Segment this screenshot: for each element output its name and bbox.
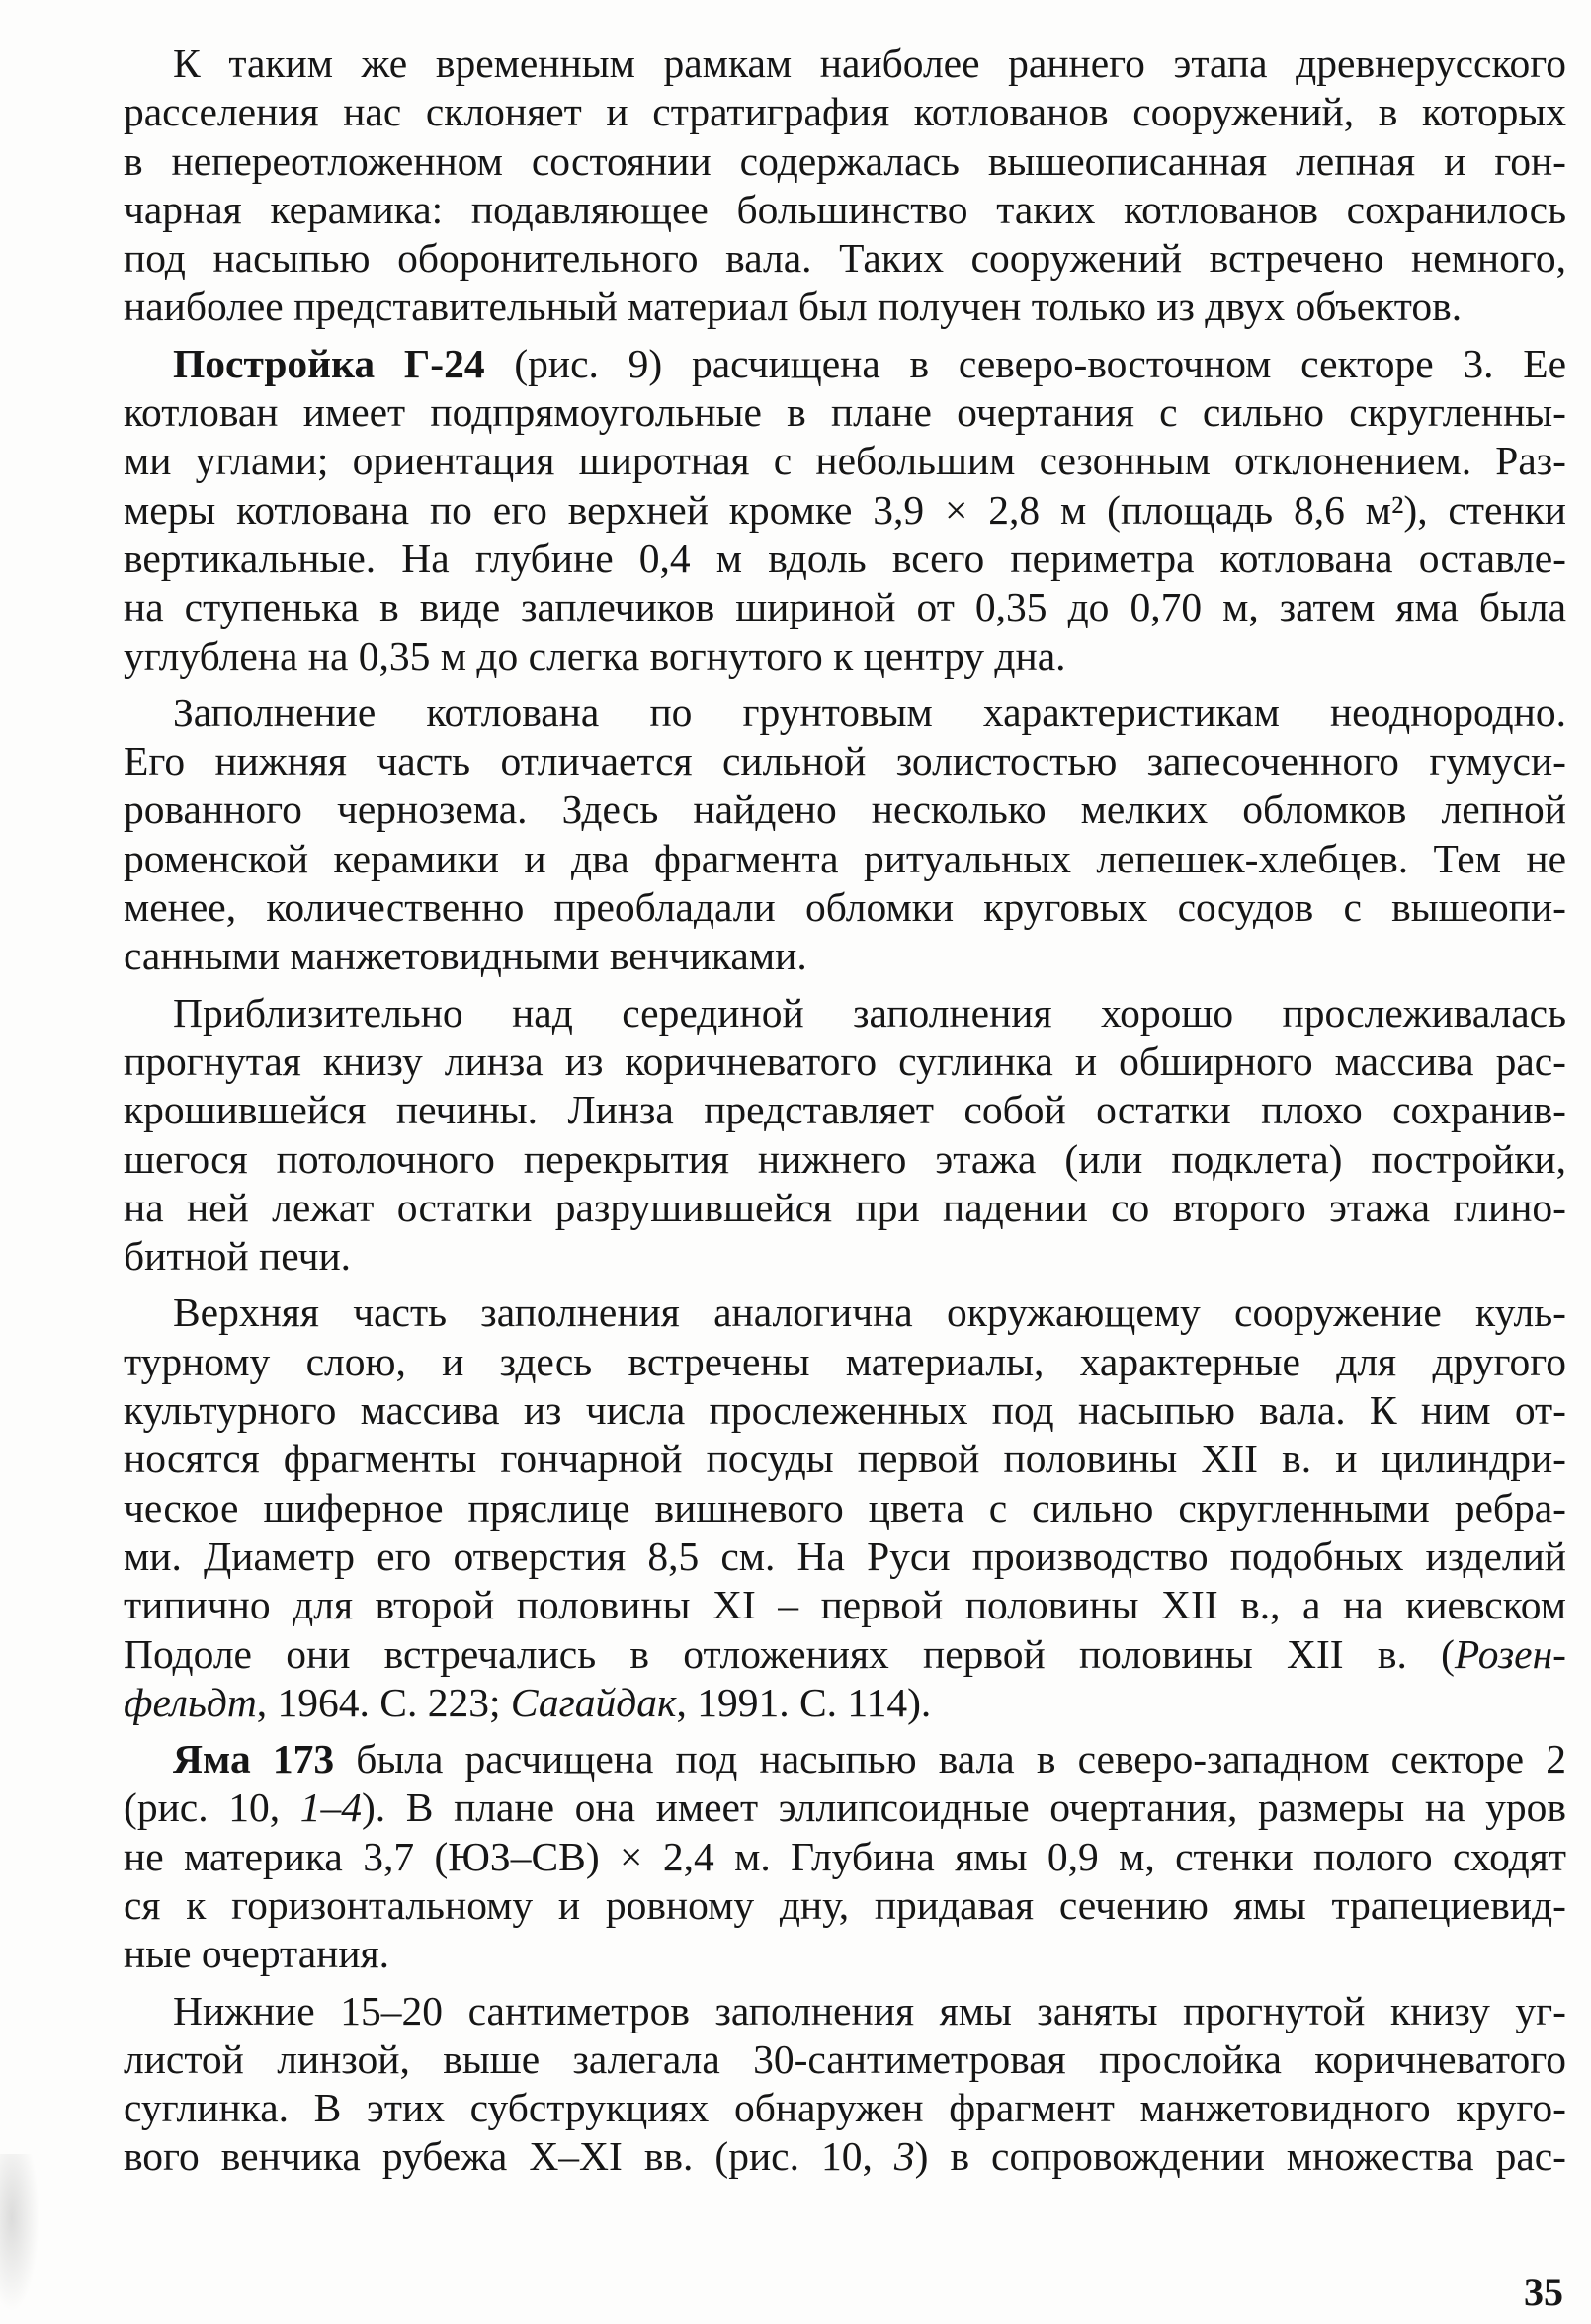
text-line: крошившейся печины. Линза представляет собой остатки плохо сохранив- [124,1087,1566,1133]
text-line: углублена на 0,35 м до слегка вогнутого к центру дна. [124,632,1066,679]
text-line: Верхняя часть заполнения аналогична окружающему сооружение куль- [173,1289,1566,1336]
text-line: ми углами; ориентация широтная с небольшим сезонным отклонением. Раз- [124,438,1566,484]
heading-inline-g24: Постройка Г-24 [173,340,485,386]
text-line: культурного массива из числа прослеженных под насыпью вала. К ним от- [124,1387,1566,1434]
text-line: суглинка. В этих субструкциях обнаружен фрагмент манжетовидного круго- [124,2085,1566,2131]
text-line: рованного чернозема. Здесь найдено несколько мелких обломков лепной [124,787,1566,833]
text-line: прогнутая книзу линза из коричневатого суглинка и обширного массива рас- [124,1038,1566,1084]
body-text [124,40,1566,2182]
text-line: ческое шиферное пряслице вишневого цвета с сильно скругленными ребра- [124,1484,1566,1531]
text-line [124,1630,1566,1679]
text-line [124,1735,1566,1784]
citation-author: фельдт [124,1679,257,1725]
text-line: не материка 3,7 (ЮЗ–СВ) × 2,4 м. Глубина ямы 0,9 м, стенки полого сходят [124,1833,1566,1879]
text-line: расселения нас склоняет и стратиграфия котлованов сооружений, в которых [124,89,1566,135]
text-line: Нижние 15–20 сантиметров заполнения ямы заняты прогнутой книзу уг- [173,1987,1566,2034]
figure-ref: 3 [893,2133,915,2180]
paragraph-7 [124,1987,1566,2182]
text-line: Приблизительно над серединой заполнения хорошо прослеживалась [173,989,1566,1036]
text-fragment: , 1964. С. 223; [256,1679,511,1725]
text-fragment: , 1991. С. 114). [676,1679,932,1725]
text-line: ся к горизонтальному и ровному дну, придавая сечению ямы трапециевид- [124,1881,1566,1928]
text-line [124,1784,1566,1832]
text-fragment: ). В плане она имеет эллипсоидные очертания, размеры на уров [361,1784,1566,1831]
text-line: меры котлована по его верхней кромке 3,9 × 2,8 м (площадь 8,6 м²), стенки [124,486,1566,533]
text-line: битной печи. [124,1233,352,1280]
text-fragment: ) в сопровождении множества рас- [914,2133,1566,2180]
citation-author: Сагайдак [510,1679,677,1725]
text-line: шегося потолочного перекрытия нижнего этажа (или подклета) постройки, [124,1135,1566,1182]
text-line: в непереотложенном состоянии содержалась вышеописанная лепная и гон- [124,137,1566,184]
text-line: менее, количественно преобладали обломки круговых сосудов с вышеопи- [124,884,1566,931]
text-line: котлован имеет подпрямоугольные в плане очертания с сильно скругленны- [124,389,1566,436]
text-line [124,2132,1566,2181]
scan-smudge [0,2154,40,2312]
paragraph-2 [124,340,1566,681]
text-line: санными манжетовидными венчиками. [124,933,807,979]
paragraph-3 [124,689,1566,981]
text-line: турному слою, и здесь встречены материалы, характерные для другого [124,1338,1566,1384]
text-line: листой линзой, выше залегала 30-сантиметровая прослойка коричневатого [124,2035,1566,2082]
text-line: наиболее представительный материал был получен только из двух объектов. [124,284,1463,330]
text-line: Его нижняя часть отличается сильной золистостью запесоченного гумуси- [124,738,1566,785]
text-line: под насыпью оборонительного вала. Таких сооружений встречено немного, [124,235,1566,282]
text-line: ные очертания. [124,1931,390,1977]
text-line: на ней лежат остатки разрушившейся при падении со второго этажа глино- [124,1184,1566,1230]
text-line: К таким же временным рамкам наиболее раннего этапа древнерусского [173,41,1566,86]
text-line: на ступенька в виде заплечиков шириной от 0,35 до 0,70 м, затем яма была [124,584,1566,630]
paragraph-6 [124,1735,1566,1978]
text-line: ми. Диаметр его отверстия 8,5 см. На Руси производство подобных изделий [124,1533,1566,1579]
figure-ref: 1–4 [299,1784,362,1831]
paragraph-5 [124,1288,1566,1727]
heading-inline-yama173: Яма 173 [173,1736,335,1783]
paragraph-1 [124,40,1566,332]
text-line: вертикальные. На глубине 0,4 м вдоль всего периметра котлована оставле- [124,535,1566,581]
text-fragment: вого венчика рубежа X–XI вв. (рис. 10, [124,2133,894,2180]
text-fragment: Подоле они встречались в отложениях первой половины XII в. ( [124,1630,1455,1677]
text-line [124,1679,1566,1727]
text-line: роменской керамики и два фрагмента ритуальных лепешек-хлебцев. Тем не [124,835,1566,881]
text-line [124,340,1566,388]
page-number: 35 [1524,2270,1563,2314]
text-line: носятся фрагменты гончарной посуды первой половины XII в. и цилиндри- [124,1436,1566,1482]
paragraph-4 [124,989,1566,1282]
text-fragment: (рис. 9) расчищена в северо-восточном секторе 3. Ее [484,340,1566,386]
text-line: типично для второй половины XI – первой половины XII в., а на киевском [124,1582,1566,1628]
citation-author: Розен- [1454,1630,1566,1677]
text-fragment: была расчищена под насыпью вала в северо-западном секторе 2 [334,1736,1566,1783]
text-line: Заполнение котлована по грунтовым характеристикам неоднородно. [173,689,1566,735]
text-fragment: (рис. 10, [124,1784,300,1831]
text-line: чарная керамика: подавляющее большинство таких котлованов сохранилось [124,186,1566,232]
